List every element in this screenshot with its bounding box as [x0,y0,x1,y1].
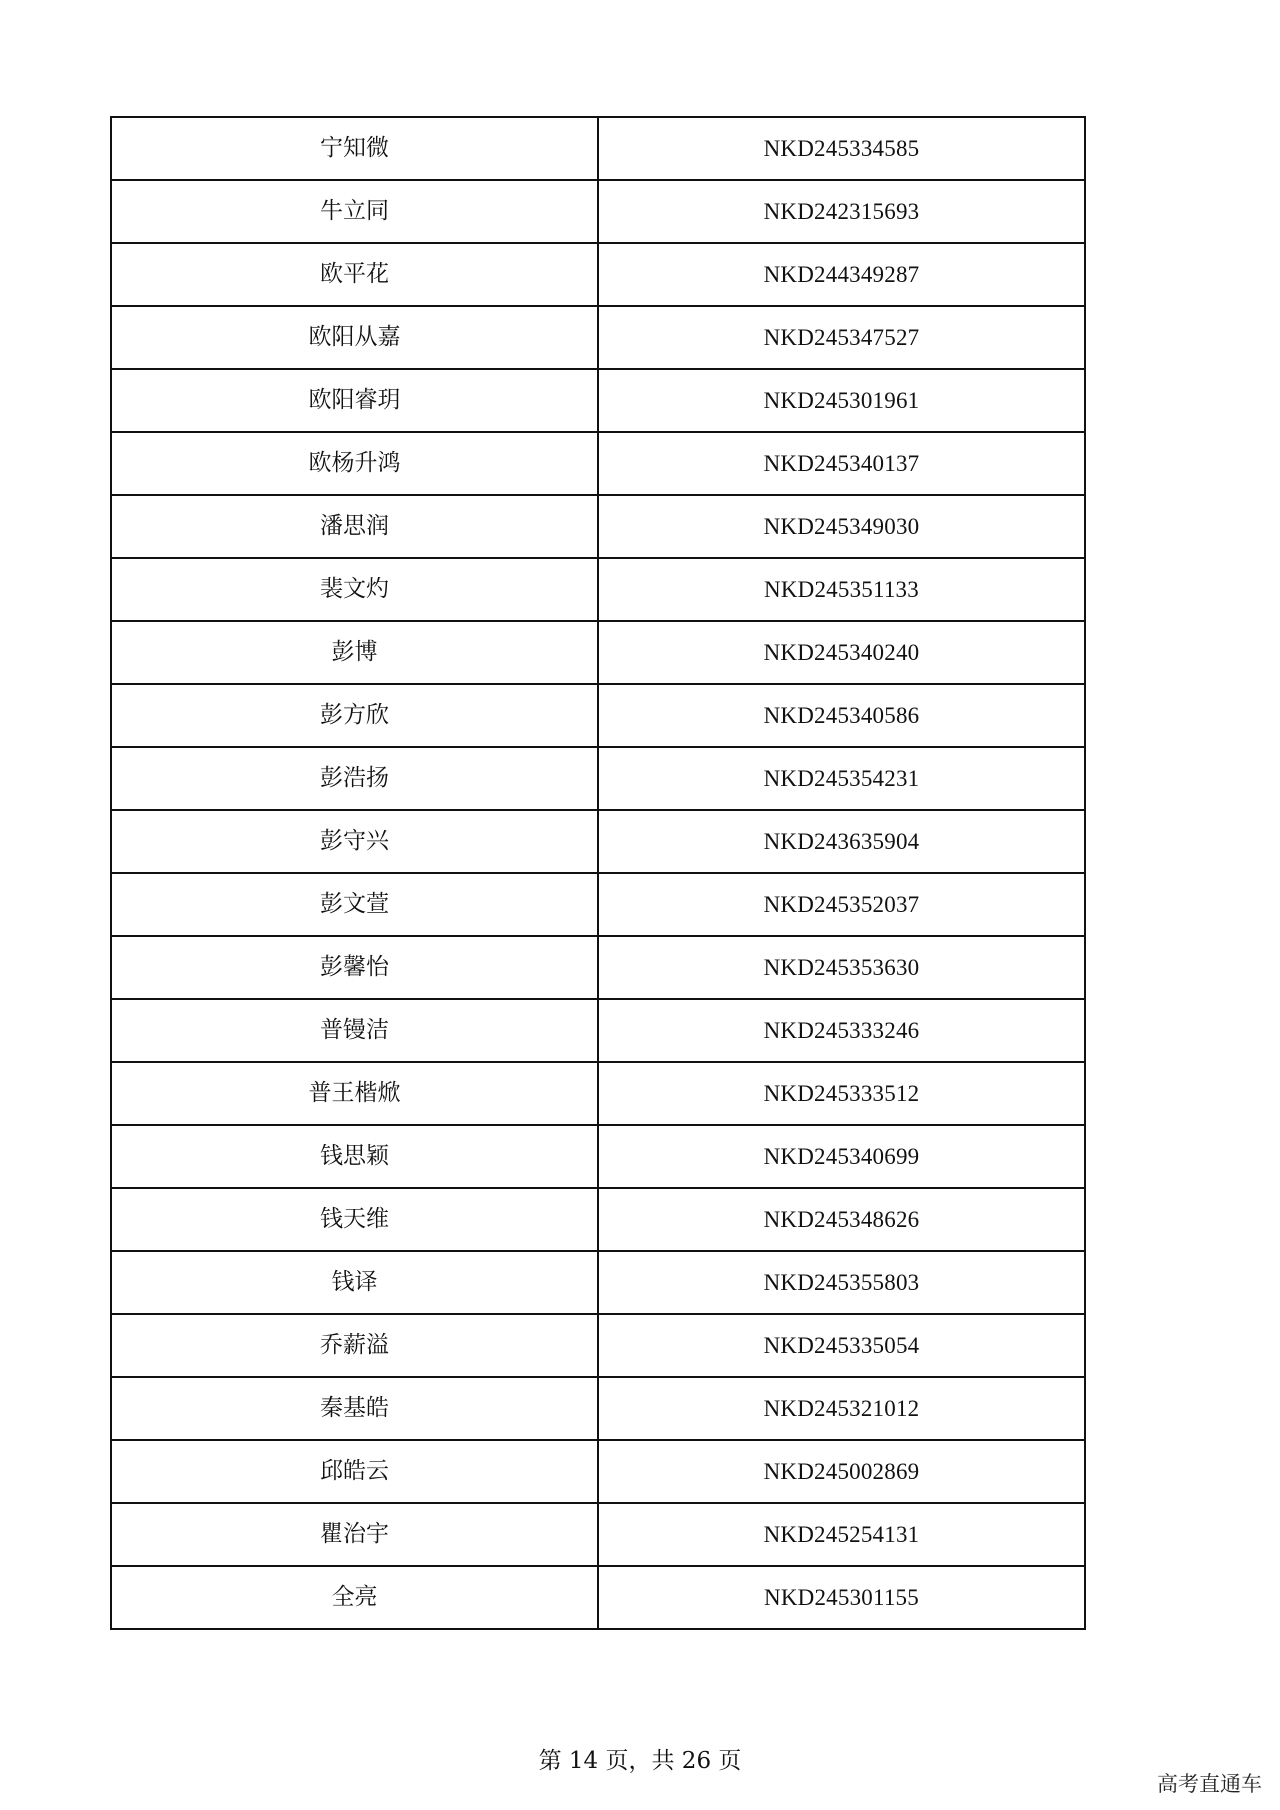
id-cell: NKD245348626 [598,1188,1085,1251]
table-row [111,621,1085,684]
name-cell: 彭浩扬 [111,747,598,810]
table-row [111,306,1085,369]
id-cell: NKD245340699 [598,1125,1085,1188]
table-row [111,117,1085,180]
table-row [111,999,1085,1062]
id-cell: NKD245355803 [598,1251,1085,1314]
id-cell: NKD245353630 [598,936,1085,999]
id-cell: NKD245301155 [598,1566,1085,1629]
id-cell: NKD245335054 [598,1314,1085,1377]
watermark-text: 高考直通车 [1157,1772,1262,1796]
roster-table-body [111,117,1085,1629]
name-cell: 瞿治宇 [111,1503,598,1566]
id-cell: NKD245352037 [598,873,1085,936]
id-cell: NKD244349287 [598,243,1085,306]
roster-table [110,116,1086,1630]
table-row [111,243,1085,306]
name-cell: 彭博 [111,621,598,684]
name-cell: 钱天维 [111,1188,598,1251]
table-row [111,1314,1085,1377]
table-row [111,810,1085,873]
name-cell: 欧杨升鸿 [111,432,598,495]
table-row [111,936,1085,999]
name-cell: 邱皓云 [111,1440,598,1503]
table-row [111,747,1085,810]
name-cell: 欧阳睿玥 [111,369,598,432]
table-row [111,1503,1085,1566]
id-cell: NKD245340240 [598,621,1085,684]
name-cell: 牛立同 [111,180,598,243]
id-cell: NKD245333246 [598,999,1085,1062]
name-cell: 彭馨怡 [111,936,598,999]
name-cell: 普镘洁 [111,999,598,1062]
id-cell: NKD245349030 [598,495,1085,558]
table-row [111,1377,1085,1440]
name-cell: 全亮 [111,1566,598,1629]
id-cell: NKD245351133 [598,558,1085,621]
table-row [111,1062,1085,1125]
table-row [111,684,1085,747]
id-cell: NKD245002869 [598,1440,1085,1503]
name-cell: 彭文萱 [111,873,598,936]
name-cell: 彭方欣 [111,684,598,747]
table-row [111,495,1085,558]
table-row [111,1188,1085,1251]
table-row [111,432,1085,495]
name-cell: 钱思颖 [111,1125,598,1188]
name-cell: 乔薪溢 [111,1314,598,1377]
name-cell: 普王楷焮 [111,1062,598,1125]
table-row [111,1440,1085,1503]
id-cell: NKD245347527 [598,306,1085,369]
id-cell: NKD245334585 [598,117,1085,180]
id-cell: NKD245354231 [598,747,1085,810]
name-cell: 秦基皓 [111,1377,598,1440]
id-cell: NKD243635904 [598,810,1085,873]
table-row [111,180,1085,243]
table-row [111,1125,1085,1188]
table-row [111,369,1085,432]
name-cell: 潘思润 [111,495,598,558]
id-cell: NKD245333512 [598,1062,1085,1125]
id-cell: NKD245301961 [598,369,1085,432]
name-cell: 钱译 [111,1251,598,1314]
table-row [111,558,1085,621]
id-cell: NKD245254131 [598,1503,1085,1566]
id-cell: NKD245321012 [598,1377,1085,1440]
name-cell: 宁知微 [111,117,598,180]
id-cell: NKD245340137 [598,432,1085,495]
name-cell: 裴文灼 [111,558,598,621]
name-cell: 欧平花 [111,243,598,306]
id-cell: NKD242315693 [598,180,1085,243]
name-cell: 欧阳从嘉 [111,306,598,369]
table-row [111,873,1085,936]
table-row [111,1566,1085,1629]
name-cell: 彭守兴 [111,810,598,873]
id-cell: NKD245340586 [598,684,1085,747]
page-number-footer: 第 14 页，共 26 页 [538,1748,742,1774]
table-row [111,1251,1085,1314]
